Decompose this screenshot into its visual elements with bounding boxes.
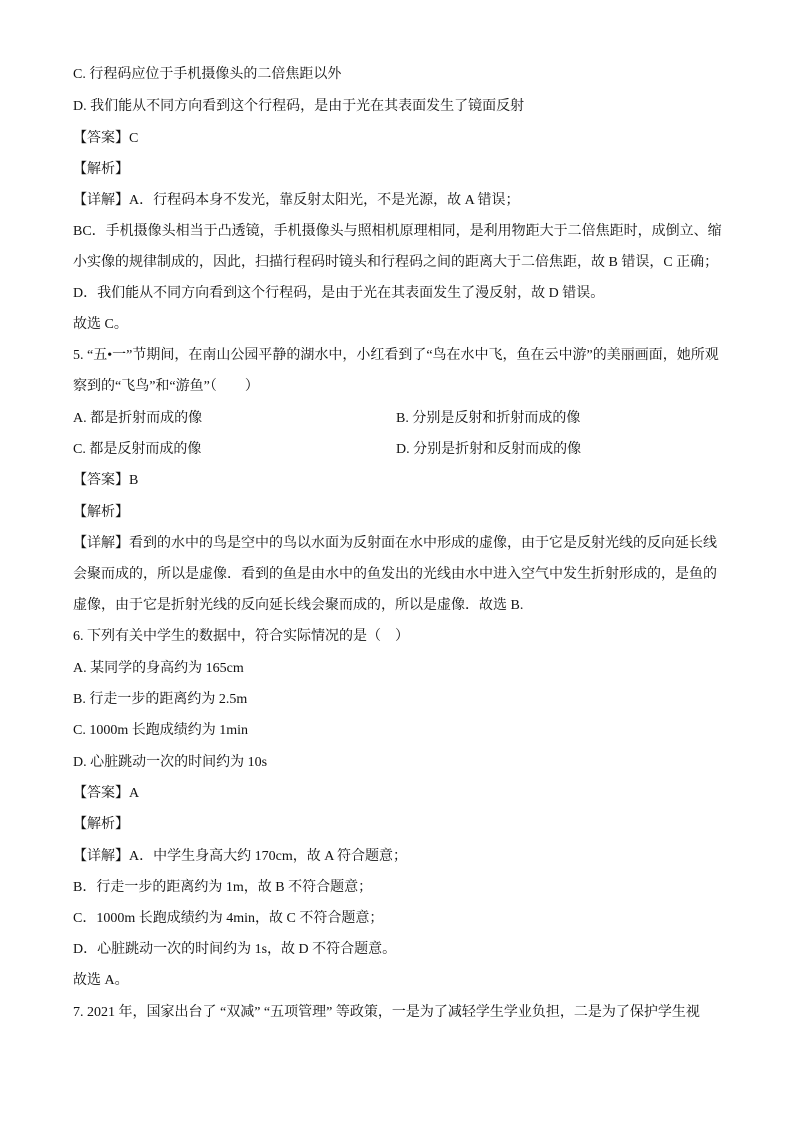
q4-detail-line: 【详解】A．行程码本身不发光，靠反射太阳光，不是光源，故 A 错误； xyxy=(73,193,520,208)
q6-option-a: A. 某同学的身高约为 165cm xyxy=(73,661,244,676)
q6-answer: 【答案】A xyxy=(73,786,140,801)
q5-stem: 5. “五•一”节期间，在南山公园平静的湖水中，小红看到了“鸟在水中飞，鱼在云中游”的美丽画面，她所观 xyxy=(73,348,719,363)
q6-option-b: B. 行走一步的距离约为 2.5m xyxy=(73,692,248,707)
q5-option-a: A. 都是折射而成的像 xyxy=(73,411,203,426)
q5-detail-line: 【详解】看到的水中的鸟是空中的鸟以水面为反射面在水中形成的虚像，由于它是反射光线的反向延长线 xyxy=(73,536,717,551)
q5-analysis-heading: 【解析】 xyxy=(73,505,129,520)
q4-detail-line: BC．手机摄像头相当于凸透镜，手机摄像头与照相机原理相同，是利用物距大于二倍焦距时，成倒立、缩 xyxy=(73,224,722,239)
q6-conclusion: 故选 A。 xyxy=(73,973,129,988)
q4-detail-line: 小实像的规律制成的，因此，扫描行程码时镜头和行程码之间的距离大于二倍焦距，故 B 错误，C 正确； xyxy=(73,255,719,270)
q5-option-b: B. 分别是反射和折射而成的像 xyxy=(396,411,581,426)
q6-analysis-heading: 【解析】 xyxy=(73,817,129,832)
q5-stem: 察到的“飞鸟”和“游鱼”（ ） xyxy=(73,379,259,394)
q5-detail-line: 虚像，由于它是折射光线的反向延长线会聚而成的，所以是虚像．故选 B. xyxy=(73,598,524,613)
q6-stem: 6. 下列有关中学生的数据中，符合实际情况的是（ ） xyxy=(73,629,409,644)
q7-stem: 7. 2021 年，国家出台了 “双减” “五项管理” 等政策，一是为了减轻学生学业负担，二是为了保护学生视 xyxy=(73,1005,700,1020)
q6-detail-line: C．1000m 长跑成绩约为 4min，故 C 不符合题意； xyxy=(73,911,384,926)
q6-option-c: C. 1000m 长跑成绩约为 1min xyxy=(73,723,249,738)
q4-analysis-heading: 【解析】 xyxy=(73,162,129,177)
q4-option-c: C. 行程码应位于手机摄像头的二倍焦距以外 xyxy=(73,67,342,82)
q6-option-d: D. 心脏跳动一次的时间约为 10s xyxy=(73,755,268,770)
q4-option-d: D. 我们能从不同方向看到这个行程码，是由于光在其表面发生了镜面反射 xyxy=(73,99,525,114)
q5-option-c: C. 都是反射而成的像 xyxy=(73,442,202,457)
q6-detail-line: B．行走一步的距离约为 1m，故 B 不符合题意； xyxy=(73,880,373,895)
q4-detail-line: D．我们能从不同方向看到这个行程码，是由于光在其表面发生了漫反射，故 D 错误。 xyxy=(73,286,605,301)
q4-conclusion: 故选 C。 xyxy=(73,317,128,332)
q6-detail-line: D．心脏跳动一次的时间约为 1s，故 D 不符合题意。 xyxy=(73,942,397,957)
q5-answer: 【答案】B xyxy=(73,473,139,488)
q4-answer: 【答案】C xyxy=(73,131,139,146)
q5-detail-line: 会聚而成的，所以是虚像．看到的鱼是由水中的鱼发出的光线由水中进入空气中发生折射形成的，是鱼的 xyxy=(73,567,717,582)
q5-option-d: D. 分别是折射和反射而成的像 xyxy=(396,442,582,457)
q6-detail-line: 【详解】A．中学生身高大约 170cm，故 A 符合题意； xyxy=(73,849,408,864)
